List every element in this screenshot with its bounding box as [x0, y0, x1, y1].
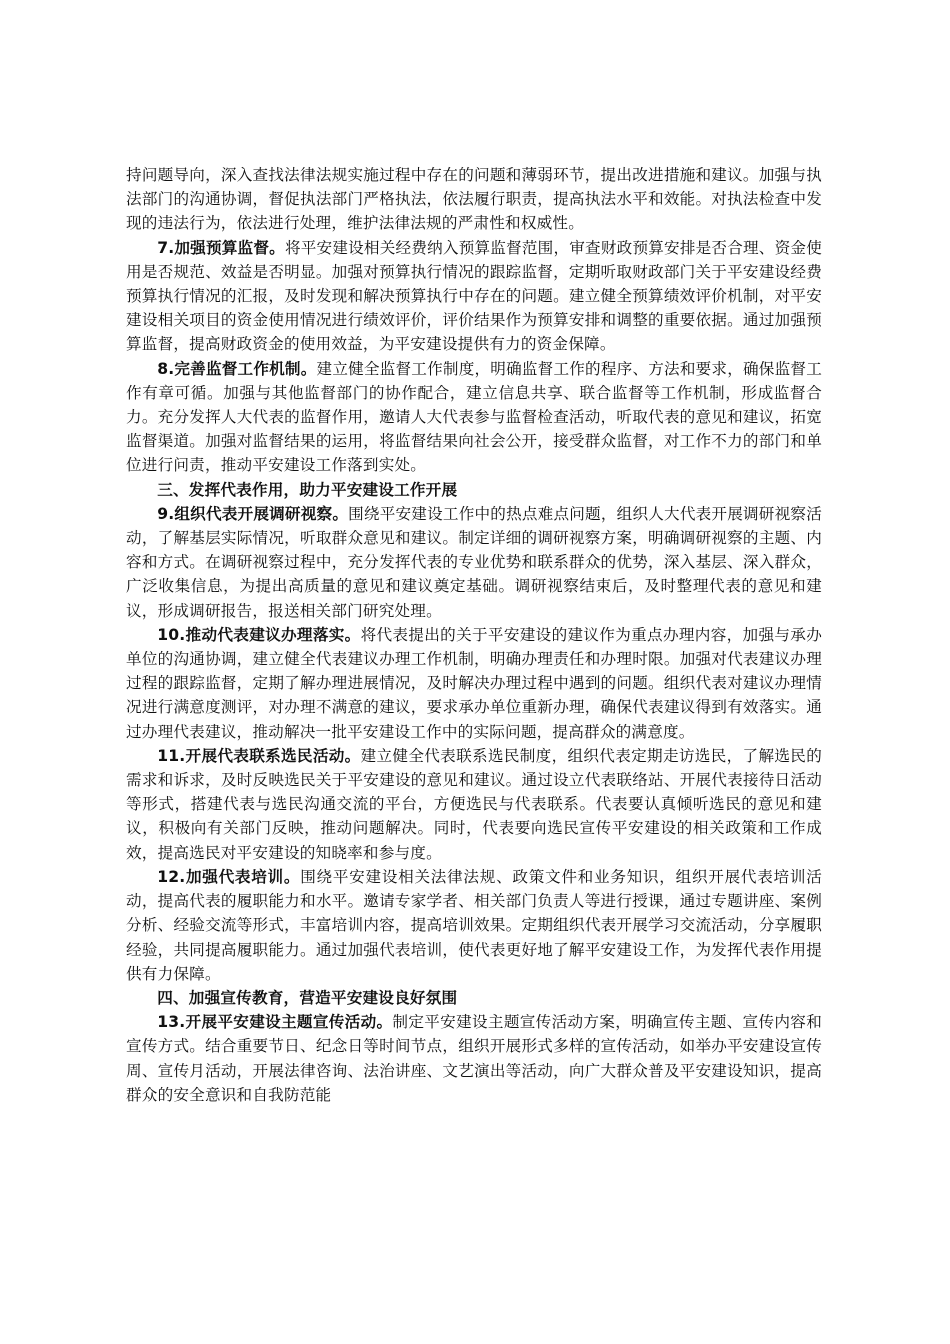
paragraph-12	[126, 865, 822, 986]
paragraph-7-body: 将平安建设相关经费纳入预算监督范围，审查财政预算安排是否合理、资金使用是否规范、效益是否明显。加强对预算执行情况的跟踪监督，定期听取财政部门关于平安建设经费预算执行情况的汇报，及时发现和解决预算执行中存在的问题。建立健全预算绩效评价机制，对平安建设相关项目的资金使用情况进行绩效评价，评价结果作为预算安排和调整的重要依据。通过加强预算监督，提高财政资金的使用效益，为平安建设提供有力的资金保障。	[126, 238, 822, 354]
paragraph-7	[126, 236, 822, 357]
section-heading-4: 四、加强宣传教育，营造平安建设良好氛围	[157, 988, 458, 1007]
paragraph-8	[126, 357, 822, 478]
paragraph-11-body: 建立健全代表联系选民制度，组织代表定期走访选民，了解选民的需求和诉求，及时反映选民关于平安建设的意见和建议。通过设立代表联络站、开展代表接待日活动等形式，搭建代表与选民沟通交流的平台，方便选民与代表联系。代表要认真倾听选民的意见和建议，积极向有关部门反映，推动问题解决。同时，代表要向选民宣传平安建设的相关政策和工作成效，提高选民对平安建设的知晓率和参与度。	[126, 746, 822, 862]
document-body	[126, 163, 822, 1107]
paragraph-11-lead: 11.开展代表联系选民活动。	[157, 746, 361, 765]
paragraph-9	[126, 502, 822, 623]
paragraph-11	[126, 744, 822, 865]
paragraph-13-lead: 13.开展平安建设主题宣传活动。	[157, 1013, 393, 1032]
paragraph-13-body: 制定平安建设主题宣传活动方案，明确宣传主题、宣传内容和宣传方式。结合重要节日、纪念日等时间节点，组织开展形式多样的宣传活动，如举办平安建设宣传周、宣传月活动，开展法律咨询、法治讲座、文艺演出等活动，向广大群众普及平安建设知识，提高群众的安全意识和自我防范能	[126, 1013, 822, 1104]
paragraph-13	[126, 1010, 822, 1107]
paragraph-10-lead: 10.推动代表建议办理落实。	[157, 625, 361, 644]
paragraph-8-body: 建立健全监督工作制度，明确监督工作的程序、方法和要求，确保监督工作有章可循。加强与其他监督部门的协作配合，建立信息共享、联合监督等工作机制，形成监督合力。充分发挥人大代表的监督作用，邀请人大代表参与监督检查活动，听取代表的意见和建议，拓宽监督渠道。加强对监督结果的运用，将监督结果向社会公开，接受群众监督，对工作不力的部门和单位进行问责，推动平安建设工作落到实处。	[126, 359, 822, 475]
paragraph-12-body: 围绕平安建设相关法律法规、政策文件和业务知识，组织开展代表培训活动，提高代表的履职能力和水平。邀请专家学者、相关部门负责人等进行授课，通过专题讲座、案例分析、经验交流等形式，丰富培训内容，提高培训效果。定期组织代表开展学习交流活动，分享履职经验，共同提高履职能力。通过加强代表培训，使代表更好地了解平安建设工作，为发挥代表作用提供有力保障。	[126, 867, 822, 983]
paragraph-10-body: 将代表提出的关于平安建设的建议作为重点办理内容，加强与承办单位的沟通协调，建立健全代表建议办理工作机制，明确办理责任和办理时限。加强对代表建议办理过程的跟踪监督，定期了解办理进展情况，及时解决办理过程中遇到的问题。组织代表对建议办理情况进行满意度测评，对办理不满意的建议，要求承办单位重新办理，确保代表建议得到有效落实。通过办理代表建议，推动解决一批平安建设工作中的实际问题，提高群众的满意度。	[126, 625, 822, 741]
paragraph-8-lead: 8.完善监督工作机制。	[157, 359, 317, 378]
section-heading-3: 三、发挥代表作用，助力平安建设工作开展	[157, 480, 458, 499]
paragraph-7-lead: 7.加强预算监督。	[157, 238, 285, 257]
paragraph-12-lead: 12.加强代表培训。	[157, 867, 301, 886]
paragraph-9-lead: 9.组织代表开展调研视察。	[157, 504, 349, 523]
paragraph-10	[126, 623, 822, 744]
paragraph-continued: 持问题导向，深入查找法律法规实施过程中存在的问题和薄弱环节，提出改进措施和建议。加强与执法部门的沟通协调，督促执法部门严格执法，依法履行职责，提高执法水平和效能。对执法检查中发现的违法行为，依法进行处理，维护法律法规的严肃性和权威性。	[126, 166, 822, 233]
paragraph-9-body: 围绕平安建设工作中的热点难点问题，组织人大代表开展调研视察活动，了解基层实际情况，听取群众意见和建议。制定详细的调研视察方案，明确调研视察的主题、内容和方式。在调研视察过程中，充分发挥代表的专业优势和联系群众的优势，深入基层、深入群众，广泛收集信息，为提出高质量的意见和建议奠定基础。调研视察结束后，及时整理代表的意见和建议，形成调研报告，报送相关部门研究处理。	[126, 504, 822, 620]
